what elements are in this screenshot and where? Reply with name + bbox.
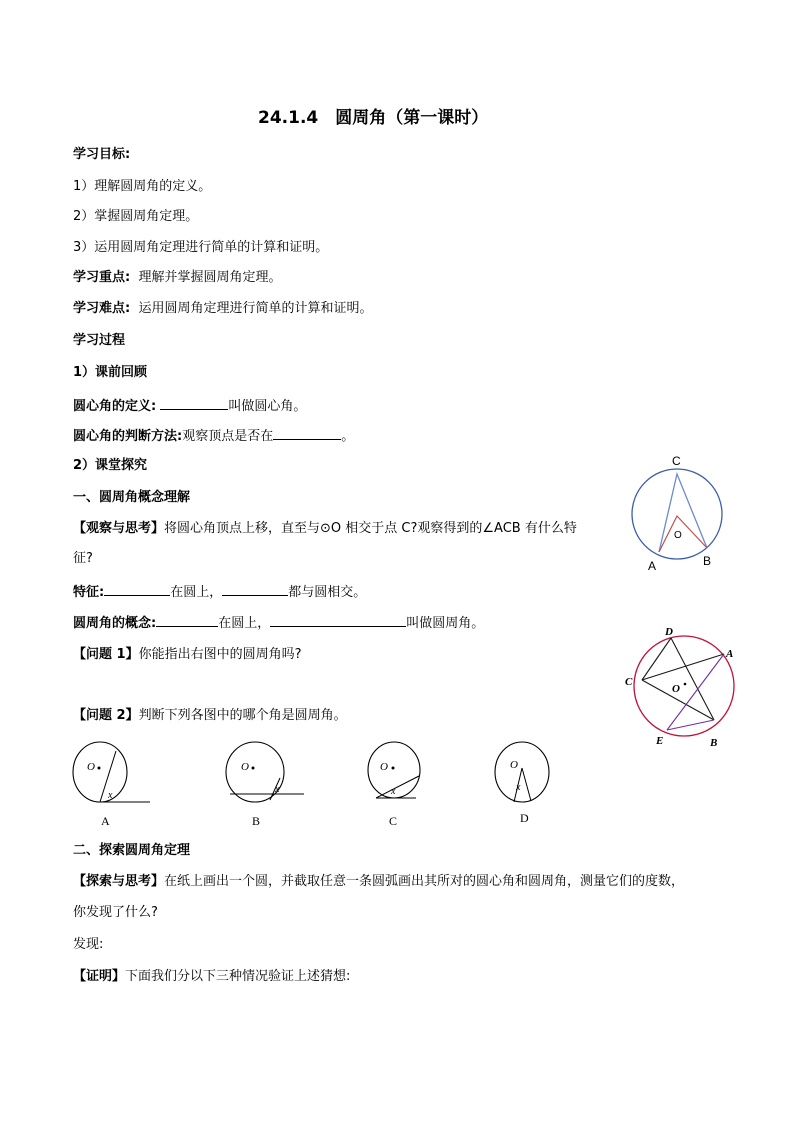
feature-label: 特征: [73,585,105,600]
feature-mid: 在圆上， [170,585,223,600]
circle-outline [495,742,549,802]
label-e: E [656,735,664,747]
observe-line2: 征? [73,551,93,566]
option-figure-a [70,738,155,833]
proof-line [73,969,350,985]
label-x: x [391,786,396,797]
label-x: x [275,784,280,795]
found-line: 发现: [73,937,104,952]
review-judge-label: 圆心角的判断方法: [73,429,183,444]
option-label: B [252,814,261,828]
review-heading: 1）课前回顾 [73,365,148,380]
label-o: O [87,761,95,773]
question2 [73,708,347,724]
inscribed-angle-figure [628,452,738,577]
question1 [73,647,301,663]
concept-label: 圆周角的概念: [73,616,157,631]
center-dot [252,767,255,770]
center-dot [392,767,395,770]
q1-text: 你能指出右图中的圆周角吗? [138,647,302,662]
difficulty-label: 学习难点: [73,301,131,316]
review-judge-suffix: 。 [341,429,355,444]
blank-line[interactable] [104,583,170,596]
label-x: x [516,782,521,793]
circle-outline [73,742,127,802]
review-definition [73,397,306,415]
center-dot [98,767,101,770]
concept-end: 叫做圆周角。 [406,616,485,631]
concept-line [73,614,484,632]
explore-line1 [73,874,684,890]
concept-mid: 在圆上， [218,616,271,631]
key-point-label: 学习重点: [73,270,131,285]
radius-line [522,768,531,801]
option-figure-c [362,738,447,833]
option-label: D [520,811,529,825]
center-dot [684,683,687,686]
proof-tag: 【证明】 [73,969,126,984]
explore-tag: 【探索与思考】 [73,874,165,889]
q2-tag: 【问题 2】 [73,708,139,723]
observe-tag: 【观察与思考】 [73,521,165,536]
circle-outline [632,469,722,559]
option-label: C [389,814,398,828]
option-figure-b [222,738,307,833]
page-title: 24.1.4 圆周角（第一课时） [258,108,489,128]
section2-heading: 二、探索圆周角定理 [73,843,191,858]
review-def-suffix: 叫做圆心角。 [228,399,307,414]
circle-outline [634,636,734,736]
explore-line2: 你发现了什么? [73,905,158,920]
feature-line [73,583,366,601]
proof-text: 下面我们分以下三种情况验证上述猜想: [125,969,351,984]
label-d: D [665,626,673,638]
goals-heading: 学习目标: [73,147,131,162]
label-c: C [625,676,633,688]
review-judge [73,427,354,445]
five-point-figure [622,622,752,752]
blank-line[interactable] [160,397,228,410]
observe-text: 将圆心角顶点上移，直至与⊙O 相交于点 C?观察得到的∠ACB 有什么特 [164,521,577,536]
blank-line[interactable] [270,614,406,627]
label-o: O [380,761,388,773]
difficulty-text: 运用圆周角定理进行简单的计算和证明。 [138,301,373,316]
key-point [73,270,281,286]
review-judge-text: 观察顶点是否在 [182,429,274,444]
feature-end: 都与圆相交。 [288,585,367,600]
label-b: B [710,737,718,749]
blank-line[interactable] [156,614,218,627]
label-a: A [648,559,657,573]
chord-ca [642,654,724,680]
blank-line[interactable] [273,427,341,440]
q1-tag: 【问题 1】 [73,647,139,662]
goal-item: 3）运用圆周角定理进行简单的计算和证明。 [73,240,329,255]
label-x: x [108,790,113,801]
difficulty [73,301,372,317]
observe-line1 [73,521,577,537]
option-label: A [101,814,110,828]
key-point-text: 理解并掌握圆周角定理。 [138,270,282,285]
label-o: O [241,761,249,773]
blank-line[interactable] [222,583,288,596]
label-o: O [510,759,518,771]
label-c: C [672,454,681,468]
chord-line [376,776,419,798]
explore-text: 在纸上画出一个圆，并截取任意一条圆弧画出其所对的圆心角和圆周角，测量它们的度数， [164,874,685,889]
section1-heading: 一、圆周角概念理解 [73,490,191,505]
label-o: O [672,683,680,695]
review-def-label: 圆心角的定义: [73,399,157,414]
label-b: B [703,554,712,568]
label-o: O [674,530,682,541]
explore-heading: 2）课堂探究 [73,458,148,473]
option-figure-d [493,738,563,833]
goal-item: 2）掌握圆周角定理。 [73,209,199,224]
goal-item: 1）理解圆周角的定义。 [73,179,212,194]
q2-text: 判断下列各图中的哪个角是圆周角。 [138,708,347,723]
label-a: A [726,648,734,660]
process-heading: 学习过程 [73,333,126,348]
